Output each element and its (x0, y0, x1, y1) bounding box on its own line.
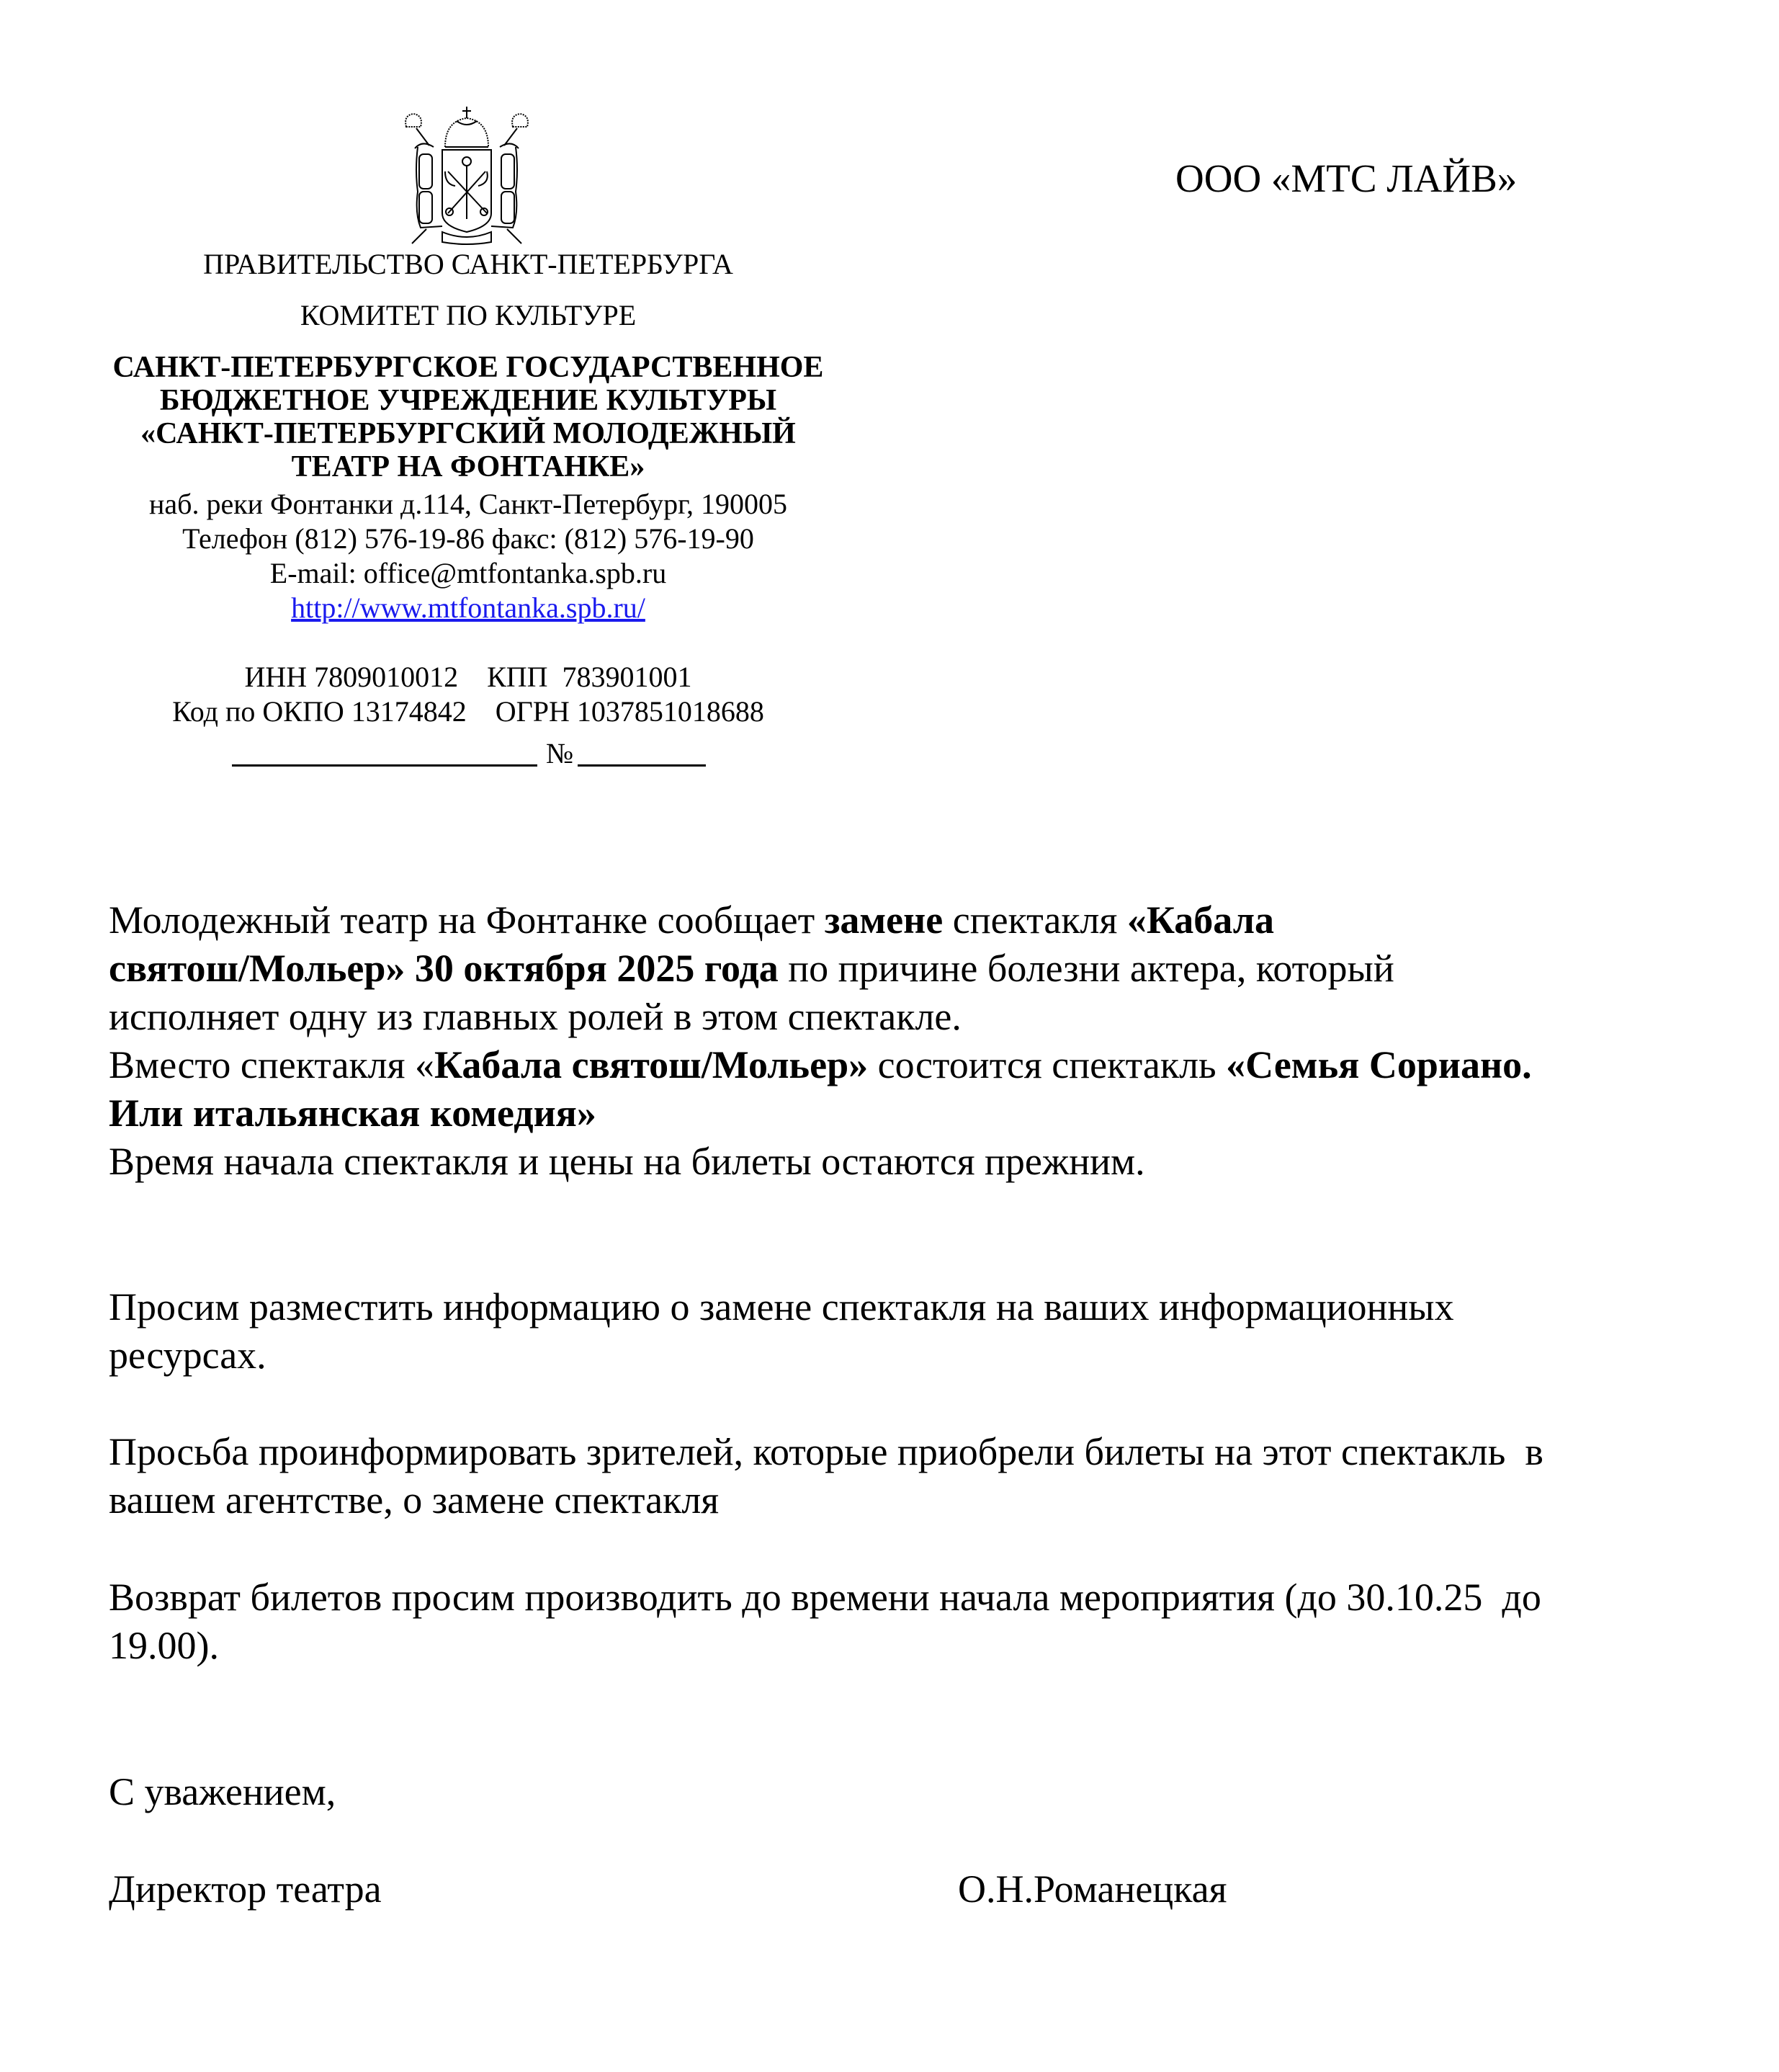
ribbon-icon (442, 232, 491, 244)
phone-fax: Телефон (812) 576-19-86 факс: (812) 576-19-90 (182, 522, 754, 555)
inn-kpp: ИНН 7809010012 КПП 783901001 (244, 661, 692, 693)
org-line: «САНКТ-ПЕТЕРБУРГСКИЙ МОЛОДЕЖНЫЙ (140, 417, 796, 450)
crown-icon (445, 107, 488, 147)
text: Молодежный театр на Фонтанке сообщает (109, 898, 825, 942)
email: E-mail: office@mtfontanka.spb.ru (269, 557, 667, 589)
body-line (109, 945, 1394, 991)
website-link[interactable]: http://www.mtfontanka.spb.ru/ (291, 591, 645, 624)
text: Вместо спектакля « (109, 1043, 434, 1086)
government-title: ПРАВИТЕЛЬСТВО САНКТ-ПЕТЕРБУРГА (203, 248, 733, 280)
text: спектакля (943, 898, 1127, 942)
emphasis: Кабала святош/Мольер» (434, 1043, 869, 1086)
recipient: ООО «МТС ЛАЙВ» (1175, 156, 1518, 200)
org-line: БЮДЖЕТНОЕ УЧРЕЖДЕНИЕ КУЛЬТУРЫ (159, 384, 777, 417)
text: по причине болезни актера, который (778, 947, 1394, 990)
body-line: Или итальянская комедия» (109, 1091, 596, 1135)
outgoing-number-row (232, 738, 736, 771)
org-line: САНКТ-ПЕТЕРБУРГСКОЕ ГОСУДАРСТВЕННОЕ (112, 351, 824, 384)
emphasis: «Семья Сориано. (1226, 1043, 1532, 1086)
number-blank-line (578, 764, 706, 767)
number-sign: № (546, 737, 574, 769)
body-line: Просьба проинформировать зрителей, которые приобрели билеты на этот спектакль в (109, 1430, 1543, 1473)
signature-position: Директор театра (109, 1867, 382, 1911)
date-blank-line (232, 764, 537, 767)
committee-title: КОМИТЕТ ПО КУЛЬТУРЕ (300, 299, 637, 331)
body-line: вашем агентстве, о замене спектакля (109, 1478, 720, 1522)
closing-regards: С уважением, (109, 1770, 336, 1813)
signatory-name: О.Н.Романецкая (958, 1867, 1227, 1911)
emphasis: святош/Мольер» 30 октября 2025 года (109, 947, 779, 990)
body-line (109, 897, 1274, 943)
body-line: Просим разместить информацию о замене спектакля на ваших информационных (109, 1285, 1454, 1329)
address: наб. реки Фонтанки д.114, Санкт-Петербург, 190005 (148, 488, 788, 520)
body-line: ресурсах. (109, 1334, 266, 1377)
body-line: Время начала спектакля и цены на билеты остаются прежним. (109, 1140, 1145, 1183)
emphasis: «Кабала (1126, 898, 1275, 942)
org-line: ТЕАТР НА ФОНТАНКЕ» (291, 450, 645, 483)
body-line: Возврат билетов просим производить до времени начала мероприятия (до 30.10.25 до (109, 1576, 1541, 1619)
body-line: исполняет одну из главных ролей в этом спектакле. (109, 995, 962, 1038)
coat-of-arms-emblem (400, 105, 533, 246)
body-line (109, 1042, 1532, 1088)
text: состоится спектакль (868, 1043, 1227, 1086)
website-row (108, 591, 828, 625)
emphasis: замене (824, 898, 944, 942)
body-line: 19.00). (109, 1624, 219, 1667)
okpo-ogrn: Код по ОКПО 13174842 ОГРН 1037851018688 (172, 695, 764, 728)
